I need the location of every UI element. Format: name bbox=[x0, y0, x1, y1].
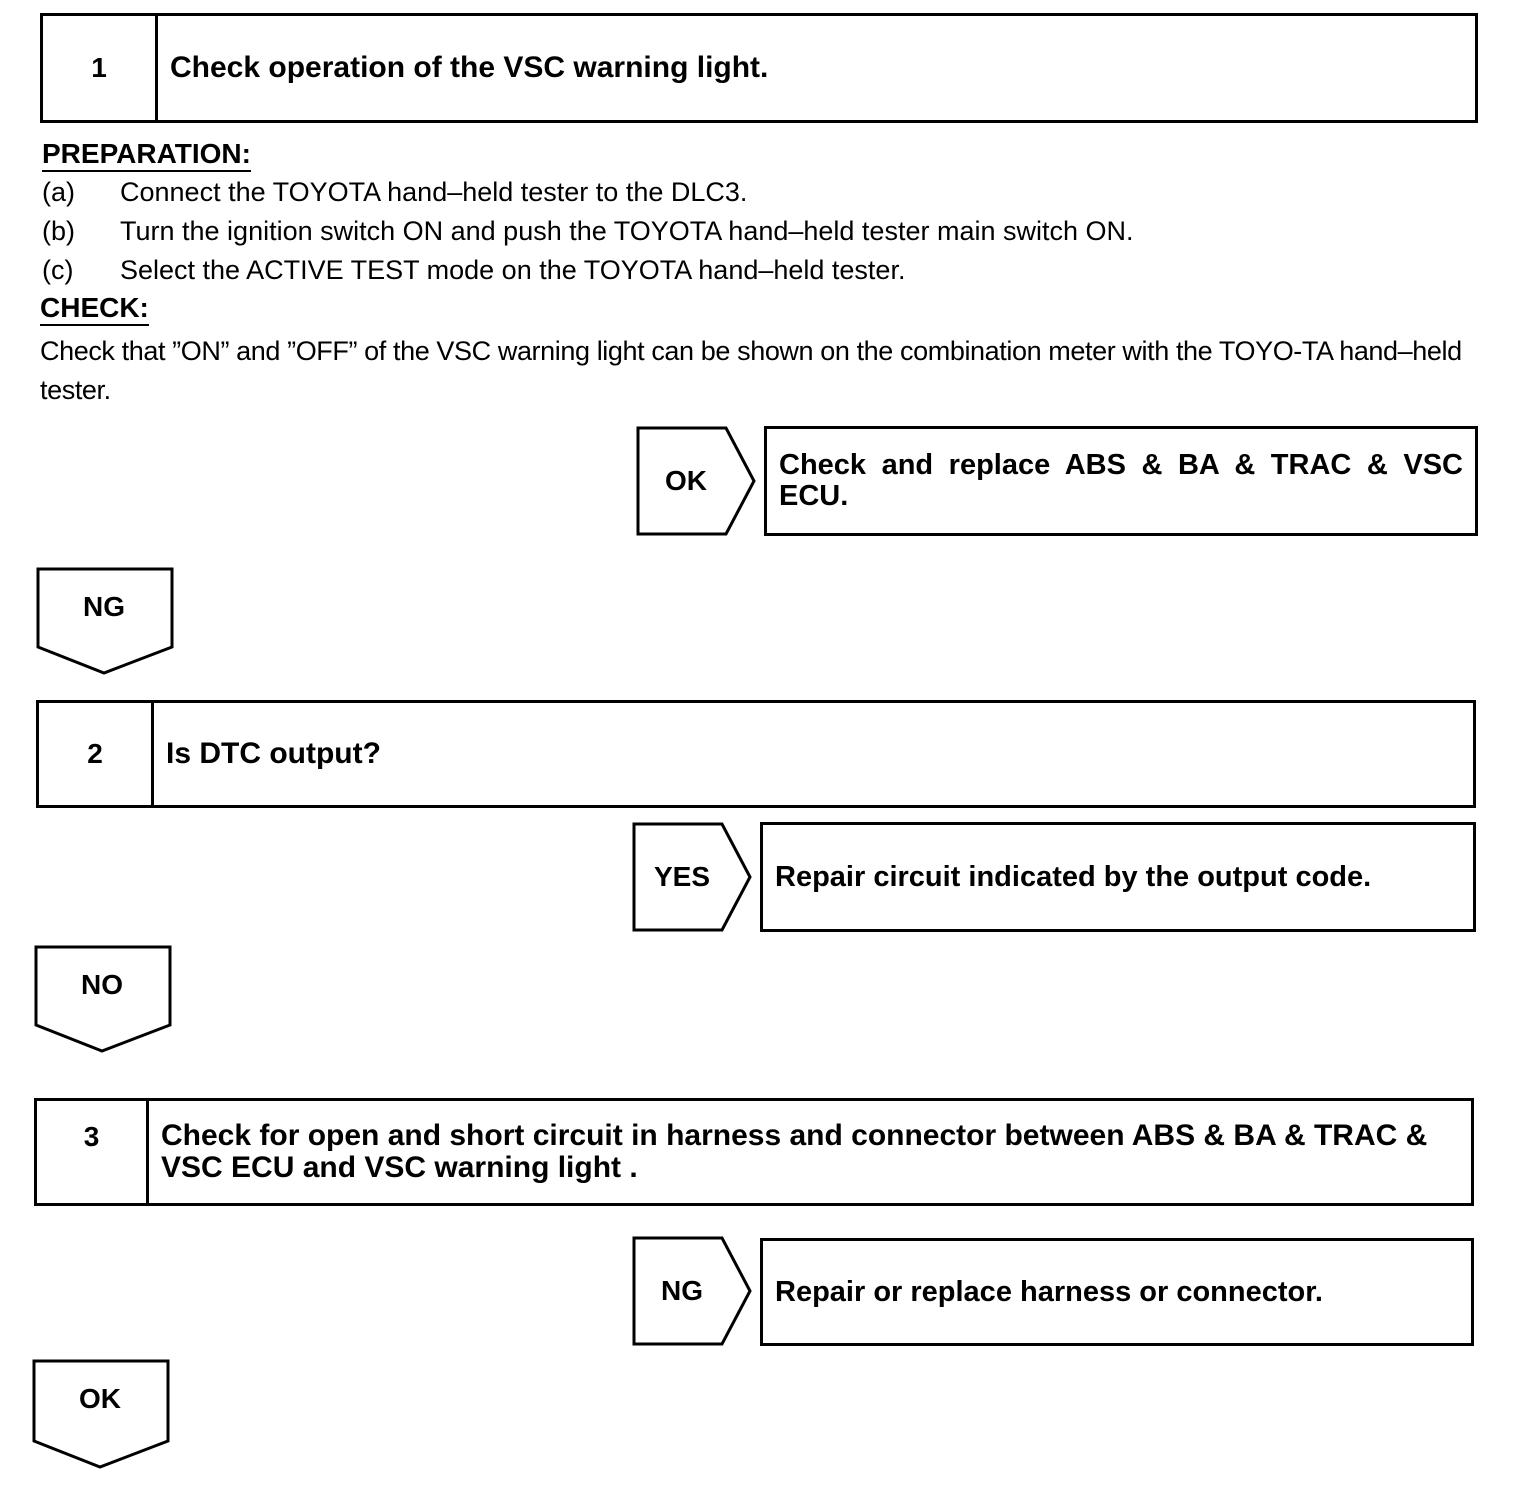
prep-item-letter: (a) bbox=[42, 177, 75, 207]
flow-tag-label: NG bbox=[83, 591, 125, 622]
preparation-heading: PREPARATION: bbox=[42, 138, 251, 172]
flow-tag-no bbox=[34, 945, 174, 1055]
flow-tag-label: NO bbox=[81, 969, 123, 1000]
prep-item-letter: (c) bbox=[42, 255, 74, 285]
step-number: 2 bbox=[39, 703, 154, 805]
step-3-box bbox=[34, 1098, 1474, 1206]
prep-item-a bbox=[42, 176, 747, 208]
branch-label: YES bbox=[653, 861, 711, 892]
check-text: Check that ”ON” and ”OFF” of the VSC warning light can be shown on the combination meter with the TOYO-TA hand–held tester. bbox=[40, 336, 1462, 405]
step-title: Check for open and short circuit in harness and connector between ABS & BA & TRAC & VSC ECU and VSC warning light . bbox=[161, 1119, 1428, 1184]
branch-yes-result: Repair circuit indicated by the output code. bbox=[760, 822, 1476, 932]
prep-item-letter: (b) bbox=[42, 216, 75, 246]
prep-item-text: Connect the TOYOTA hand–held tester to the DLC3. bbox=[120, 177, 748, 207]
flow-tag-ng bbox=[36, 567, 176, 677]
prep-item-text: Turn the ignition switch ON and push the TOYOTA hand–held tester main switch ON. bbox=[120, 216, 1134, 246]
branch-ok-result: Check and replace ABS & BA & TRAC & VSC ECU. bbox=[764, 426, 1478, 536]
step-number: 3 bbox=[37, 1101, 149, 1203]
step-title: Check operation of the VSC warning light. bbox=[170, 51, 769, 84]
branch-ng-tag bbox=[632, 1236, 752, 1346]
prep-item-c bbox=[42, 254, 905, 286]
step-1-box bbox=[40, 13, 1478, 123]
prep-item-text: Select the ACTIVE TEST mode on the TOYOTA hand–held tester. bbox=[120, 255, 906, 285]
branch-ok-tag bbox=[636, 426, 756, 536]
prep-item-b bbox=[42, 215, 1134, 247]
flow-tag-label: OK bbox=[79, 1383, 121, 1414]
branch-label: NG bbox=[661, 1275, 703, 1306]
check-heading: CHECK: bbox=[40, 292, 149, 326]
branch-label: OK bbox=[665, 465, 707, 496]
branch-yes-tag bbox=[632, 822, 752, 932]
branch-ng-result: Repair or replace harness or connector. bbox=[760, 1238, 1474, 1346]
step-number: 1 bbox=[43, 16, 158, 120]
step-title: Is DTC output? bbox=[166, 737, 381, 770]
step-2-box bbox=[36, 700, 1476, 808]
flow-tag-ok bbox=[32, 1359, 172, 1469]
